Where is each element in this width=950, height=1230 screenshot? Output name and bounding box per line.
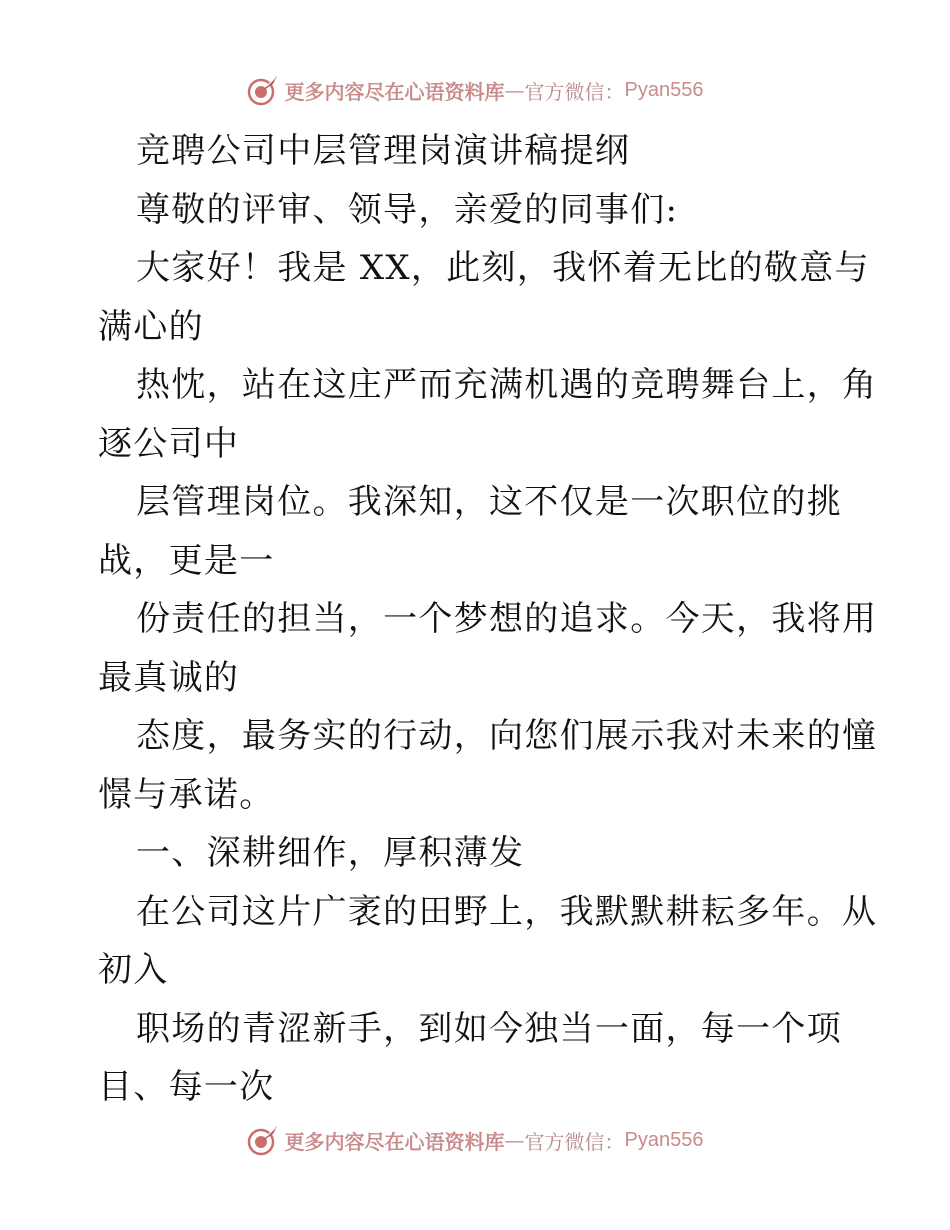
- text-line: 份责任的担当，一个梦想的追求。今天，我将用: [136, 599, 878, 639]
- banner-wechat-id: Pyan556: [624, 1128, 704, 1151]
- text-line: 最真诚的: [98, 657, 240, 698]
- text-line: 层管理岗位。我深知，这不仅是一次职位的挑: [136, 482, 842, 522]
- header-banner: [0, 70, 950, 110]
- text-line: 职场的青涩新手，到如今独当一面，每一个项: [136, 1008, 842, 1049]
- text-line: 态度，最务实的行动，向您们展示我对未来的憧: [136, 716, 878, 756]
- section-heading: 一、深耕细作，厚积薄发: [136, 833, 525, 873]
- text-line: 目、每一次: [98, 1067, 275, 1107]
- text-line: 逐公司中: [98, 423, 240, 464]
- banner-wechat-label: 官方微信：: [524, 1129, 625, 1154]
- text-line: 战，更是一: [98, 540, 275, 581]
- banner-site-name: 更多内容尽在心语资料库: [284, 1129, 505, 1154]
- text-line: 在公司这片广袤的田野上，我默默耕耘多年。从: [136, 891, 878, 932]
- document-title: 竞聘公司中层管理岗演讲稿提纲: [136, 131, 631, 171]
- text-line: 尊敬的评审、领导，亲爱的同事们:: [136, 189, 679, 230]
- banner-dash: —: [504, 78, 525, 102]
- text-line: 憬与承诺。: [98, 774, 275, 815]
- text-line: 满心的: [98, 306, 204, 347]
- text-line: 初入: [98, 950, 169, 990]
- footer-banner: [0, 1120, 950, 1160]
- text-line: 热忱，站在这庄严而充满机遇的竞聘舞台上，角: [136, 365, 878, 405]
- banner-site-name: 更多内容尽在心语资料库: [284, 79, 505, 104]
- banner-wechat-label: 官方微信：: [524, 79, 625, 104]
- quill-seal-icon: [247, 74, 279, 106]
- document-body: [98, 122, 878, 1117]
- text-line: 大家好！我是 XX，此刻，我怀着无比的敬意与: [136, 248, 870, 288]
- banner-wechat-id: Pyan556: [624, 78, 704, 101]
- banner-dash: —: [504, 1128, 525, 1152]
- quill-seal-icon: [247, 1124, 279, 1156]
